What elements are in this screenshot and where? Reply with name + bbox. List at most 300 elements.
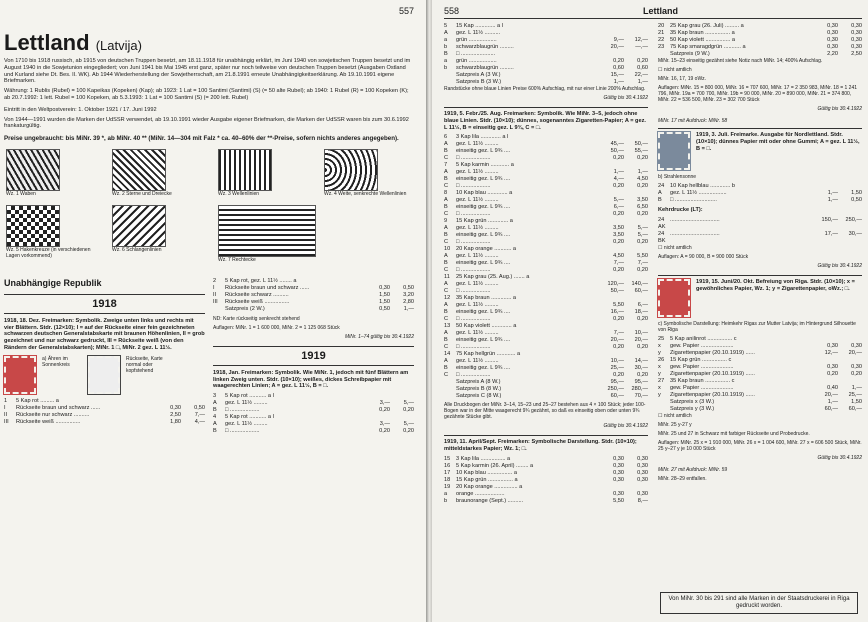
price-mint: 60,— <box>610 393 624 400</box>
price-used: 250,— <box>845 216 862 223</box>
item-description: Zigarettenpapier (20.10.1919) ...... <box>670 370 755 377</box>
price-row <box>444 358 648 365</box>
price-used <box>624 351 648 358</box>
item-description: ................................ <box>670 216 720 223</box>
item-description: 5 Kap anilinrot ................ c <box>670 335 737 342</box>
price-used: 22,— <box>634 72 648 78</box>
price-row <box>658 399 862 406</box>
price-row <box>444 23 648 30</box>
price-used: 7,— <box>637 260 648 267</box>
price-row <box>213 414 414 421</box>
price-used: 5,— <box>403 400 414 407</box>
note-nd: ND: Karte rückseitig senkrecht stehend <box>213 315 300 322</box>
watermark-6 <box>112 205 208 264</box>
left-page <box>0 0 428 622</box>
issue-jul-1919 <box>658 128 862 170</box>
item-description: gez. L 11½ .................. <box>670 190 727 196</box>
price-row <box>444 344 648 351</box>
price-table-3 <box>213 393 414 435</box>
price-row <box>444 393 648 400</box>
price-used: 70,— <box>634 393 648 400</box>
item-description: 15 Kap ............. a l <box>456 23 503 29</box>
catalog-number: II <box>213 291 217 298</box>
price-used: 25,— <box>848 391 862 398</box>
catalog-number: 22 <box>658 37 665 43</box>
price-mint <box>600 274 624 281</box>
item-description: Satzpreis x (3 W.) <box>670 398 715 405</box>
item-description: 35 Kap braun ................ a <box>670 30 735 36</box>
price-mint: 0,30 <box>379 284 390 291</box>
catalog-number: 10 <box>444 246 451 253</box>
page-number-right: 558 <box>444 6 460 16</box>
watermark-caption: Wz. 4 Weite, senkrechte Wellenlinien <box>324 190 407 197</box>
catalog-number: III <box>4 418 9 425</box>
price-mint: 95,— <box>610 379 624 386</box>
item-description: braunorange (Sept.) .......... <box>456 497 524 504</box>
price-mint: 17,— <box>824 230 838 237</box>
catalog-number <box>444 72 456 79</box>
price-row <box>444 37 648 44</box>
price-row <box>444 225 648 232</box>
price-row <box>444 30 648 37</box>
catalog-number: a <box>444 58 448 64</box>
price-used <box>390 278 414 285</box>
item-description: gez. L 11½ ......... <box>225 421 268 428</box>
price-mint <box>814 336 838 343</box>
catalog-number: 25 <box>658 335 665 342</box>
price-mint <box>366 278 390 285</box>
issue-1918: 1918, 18. Dez. Freimarken: Symbolik. Zweige unten links und rechts mit vier Blättern. Stdr. (12×10); I = auf der Rückseite einer fein gezeichneten schwarzen deutschen Generalstabskarte mit braunen Höhenlinien, II = grob gezeichnet und nur schwarz gedruckt, III = Rückseite weiß (von den Rändern der Generalstabskarten); MiNr. 1 □, MiNr. 2 gez. L 11½. <box>4 317 205 352</box>
note-r5: MiNr. 16, 17, 19 oWz. <box>658 76 707 82</box>
catalog-number: C <box>444 344 449 351</box>
price-used <box>624 190 648 197</box>
price-mint: 0,20 <box>379 428 390 435</box>
price-mint: 1,— <box>613 79 624 85</box>
price-row <box>444 155 648 162</box>
issue-feb-1919: 1919, 5. Febr./25. Aug. Freimarken: Symbolik. Wie MiNr. 3–5, jedoch ohne blaue Linien. Stdr. (10×10); dünnes, sogenanntes Zigaretten-Papier; A = gez. L 11½, B = einseitig gez. L 9¾, C = □. <box>444 107 648 131</box>
issue-text: 1919, 15. Juni/20. Okt. Befreiung von Riga. Stdr. (10×10); x = gewöhnliches Papier, Wz. 1; y = Zigarettenpapier, oWz.; □. <box>696 278 855 292</box>
price-row <box>444 498 648 505</box>
catalog-number: C <box>444 211 449 218</box>
watermark-1 <box>6 149 102 198</box>
item-description: 15 Kap grün ............. a <box>456 218 513 225</box>
item-description: gew. Papier ..................... <box>670 384 734 391</box>
catalog-number: y <box>658 349 661 356</box>
note-r12: MiNr. 25 und 27 in Schwarz mit farbiger Rückseite und Probedrucke. <box>658 430 810 437</box>
item-description: 10 Kap hellblau ............. b <box>670 183 735 189</box>
item-description: 5 Kap rot ........... a l <box>225 414 274 421</box>
catalog-number: 24 BK <box>658 230 666 244</box>
item-description: gez. L 11½ ......... <box>456 197 499 204</box>
item-description: einseitig gez. L 9¾ .... <box>456 232 511 239</box>
catalog-number: b <box>444 44 448 50</box>
item-description: Satzpreis A (8 W.) <box>456 379 501 386</box>
issue-apr-1919: 1919, 11. April/Sept. Freimarken: Symbolische Darstellung. Stdr. (10×10); mitteldstarkes Papier; Wz. 1; □. <box>444 435 648 453</box>
price-mint: 0,30 <box>613 462 624 469</box>
right-col-a <box>444 23 648 505</box>
catalog-number: 1 <box>4 397 8 404</box>
price-mint <box>600 162 624 169</box>
item-description: 50 Kap violett ................ a <box>670 37 735 43</box>
price-mint: 0,20 <box>613 211 624 218</box>
price-used: 4,— <box>194 418 205 425</box>
note-r14: MiNr. 27 mit Aufdruck: MiNr. 59 <box>658 466 728 473</box>
price-row <box>658 51 862 58</box>
valid-r3: Gültig bis 30.4.1922 <box>817 106 862 112</box>
price-mint: 0,30 <box>827 44 838 50</box>
price-row <box>658 378 862 385</box>
price-mint: 2,50 <box>170 411 181 418</box>
price-table-r3 <box>444 456 648 505</box>
intro-history: Von 1710 bis 1918 russisch, ab 1915 von deutschen Truppen besetzt, am 18.11.1918 für unabhängig erklärt, im Juni 1940 von sowjetischen Truppen besetzt und im August 1940 in die Sowjetunion eingegliedert; von Juni 1941 bis Mai 1945 erst ganz, später nur noch teilweise von deutschen Truppen besetzt (Ausgaben Ostland und Kurland siehe Dt. Bes. II. WK). Ab 1944 Wiederherstellung der Sowjetherrschaft, am 21.8.1991 erneute Unabhängigkeitserklärung. Ab 19.10.1991 eigene Briefmarken. <box>4 58 411 85</box>
price-table-r2 <box>444 134 648 400</box>
price-table-1 <box>4 398 205 426</box>
item-description: 20 Kap orange ............... a <box>456 483 523 490</box>
catalog-number: x <box>658 342 661 349</box>
catalog-number: y <box>658 391 661 398</box>
price-used: 18,— <box>634 309 648 316</box>
price-row <box>658 197 862 204</box>
price-used <box>181 398 205 405</box>
watermark-image <box>218 149 272 191</box>
catalog-number: B <box>444 51 448 57</box>
map-back-image <box>88 356 120 394</box>
price-row <box>444 58 648 65</box>
price-used: 0,20 <box>851 370 862 377</box>
price-mint: 0,30 <box>613 490 624 497</box>
price-row <box>444 169 648 176</box>
item-description: Satzpreis C (8 W.) <box>456 393 502 400</box>
catalog-number: B <box>444 309 448 316</box>
price-row <box>444 65 648 72</box>
price-table-r7 <box>658 336 862 413</box>
price-row <box>444 218 648 225</box>
item-description: gez. L 11½ ......... <box>456 330 499 337</box>
watermark-image <box>6 149 60 191</box>
price-mint: 0,20 <box>613 344 624 351</box>
price-used <box>624 323 648 330</box>
item-description: 75 Kap hellgrün ............ a <box>456 351 521 358</box>
watermark-5 <box>6 205 102 264</box>
price-used <box>838 183 862 190</box>
price-row <box>213 421 414 428</box>
stamp-image <box>4 356 36 394</box>
price-row <box>658 343 862 350</box>
kehrdrucke-label: Kehrdrucke (LT): <box>658 207 703 213</box>
price-used: 0,20 <box>637 58 648 64</box>
price-row <box>658 183 862 190</box>
catalog-number: C <box>444 155 449 162</box>
price-used: 20,— <box>848 349 862 356</box>
price-row <box>4 419 205 426</box>
price-table-r6 <box>658 217 862 245</box>
item-description: □ ................... <box>456 316 491 323</box>
valid-note: MiNr. 1–74 gültig bis 30.4.1922 <box>344 333 414 340</box>
price-used: 2,80 <box>403 298 414 305</box>
catalog-number: B <box>444 232 448 239</box>
catalog-number: 14 <box>444 351 451 358</box>
price-row <box>444 232 648 239</box>
price-used: 0,30 <box>637 469 648 476</box>
watermark-caption: Wz. 1 Waben <box>6 190 36 197</box>
price-row <box>444 456 648 463</box>
price-mint: 0,20 <box>613 267 624 274</box>
item-description: 25 Kap grau (26. Juli) ......... a <box>670 23 744 29</box>
price-mint: 16,— <box>610 309 624 316</box>
item-description: einseitig gez. L 9¾ .... <box>456 260 511 267</box>
item-description: orange ................... <box>456 490 505 497</box>
title-sub: (Latvija) <box>95 38 142 53</box>
price-row <box>444 379 648 386</box>
price-row <box>444 491 648 498</box>
catalog-number: 6 <box>444 134 448 141</box>
price-row <box>444 295 648 302</box>
price-used: 8,— <box>637 497 648 504</box>
price-mint: 15,— <box>610 72 624 78</box>
price-mint: 60,— <box>824 405 838 412</box>
price-used: 0,20 <box>637 372 648 379</box>
watermark-image <box>6 205 60 247</box>
price-used: 0,50 <box>194 404 205 411</box>
stamp-illustrations <box>4 356 205 394</box>
price-mint <box>814 183 838 190</box>
price-mint: 0,30 <box>613 476 624 483</box>
price-row <box>444 260 648 267</box>
item-description: Zigarettenpapier (20.10.1919) ...... <box>670 391 755 398</box>
item-description: Satzpreis y (3 W.) <box>670 405 715 412</box>
right-page <box>432 0 868 622</box>
price-used: 0,20 <box>637 344 648 351</box>
price-used: 3,50 <box>637 197 648 204</box>
price-used: 0,50 <box>851 197 862 203</box>
price-mint: 12,— <box>824 349 838 356</box>
price-used: 4,50 <box>637 176 648 183</box>
price-mint: 1,— <box>827 190 838 196</box>
price-used: 0,30 <box>637 455 648 462</box>
catalog-number <box>658 406 670 413</box>
item-description: einseitig gez. L 9¾ .... <box>456 204 511 211</box>
item-description: □ ...................... <box>456 51 496 57</box>
price-used: 5,— <box>637 232 648 239</box>
watermark-grid <box>6 149 414 264</box>
caption-a: a) Ähren im Sonnenkreis <box>42 355 70 368</box>
price-row <box>444 162 648 169</box>
watermark-caption: Wz. 2 Sterne und Dreiecke <box>112 190 172 197</box>
price-used <box>624 484 648 491</box>
watermark-3 <box>218 149 314 198</box>
price-row <box>4 405 205 412</box>
price-table-r5 <box>658 183 862 204</box>
price-mint: 1,50 <box>379 291 390 298</box>
header-title: Lettland <box>643 6 679 16</box>
price-row <box>213 278 414 285</box>
price-row <box>444 484 648 491</box>
price-row <box>444 197 648 204</box>
catalog-number: A <box>444 253 448 260</box>
price-mint: 3,50 <box>613 232 624 239</box>
price-used: 0,20 <box>403 407 414 414</box>
price-used: 95,— <box>634 379 648 386</box>
price-used: 14,— <box>634 358 648 365</box>
price-mint: 4,— <box>613 176 624 183</box>
price-used <box>624 295 648 302</box>
price-used <box>838 357 862 364</box>
caption-b: Rückseite, Karte normal oder kopfstehend <box>126 355 163 374</box>
price-row <box>444 365 648 372</box>
catalog-number: 16 <box>444 462 451 469</box>
item-description: □ ........................... <box>670 197 717 203</box>
price-used: 0,30 <box>637 476 648 483</box>
note-auflagen: Auflagen: MiNr. 1 = 1 600 000, MiNr. 2 = 1 125 068 Stück <box>213 324 340 331</box>
price-mint <box>814 357 838 364</box>
item-description: Rückseite braun und schwarz ...... <box>16 404 101 411</box>
catalog-number: A <box>213 400 217 407</box>
caption-r2: c) Symbolische Darstellung: Heimkehr Rigas zur Mutter Latvija; im Hintergrund Silhouette von Riga <box>658 320 856 333</box>
price-row <box>213 285 414 292</box>
price-used: 1,— <box>637 169 648 176</box>
note-r13: Auflagen: MiNr. 25 x = 1 910 000, MiNr. 26 x = 1 004 600, MiNr. 27 x = 606 500 Stück, MiNr. 25 y–27 y je 10 000 Stück <box>658 439 862 452</box>
catalog-number: 5 <box>444 23 448 29</box>
price-row <box>213 306 414 313</box>
year-heading-1918: 1918 <box>4 294 205 314</box>
catalog-number: I <box>213 284 215 291</box>
price-row <box>658 350 862 357</box>
price-used: 3,20 <box>403 291 414 298</box>
note-r2: Alle Druckbogen der MiNr. 3–14, 15–23 und 25–27 bestehen aus 4 × 100 Stück; jeder 100-Bogen war in der Mitte waagerecht 9¾ gezähnt, so daß es einseitig oben oder unten 9¾ gezähnte Stücke gibt. <box>444 402 646 421</box>
item-description: 15 Kap grün ................ c <box>670 356 732 363</box>
price-row <box>444 309 648 316</box>
catalog-number: C <box>444 288 449 295</box>
catalog-number: 20 <box>658 23 665 29</box>
price-used: 12,— <box>634 37 648 43</box>
item-description: 75 Kap smaragdgrün ........... a <box>670 44 746 50</box>
item-description: einseitig gez. L 9¾ .... <box>456 309 511 316</box>
item-description: gez. L 11½ ......... <box>456 253 499 260</box>
section-heading: Unabhängige Republik <box>4 277 102 288</box>
item-description: 5 Kap karmin ............ a <box>456 162 514 169</box>
price-mint: 7,— <box>613 330 624 337</box>
catalog-number: y <box>658 370 661 377</box>
catalog-number: 9 <box>444 218 448 225</box>
price-used: 0,30 <box>851 23 862 29</box>
price-row <box>444 190 648 197</box>
item-description: Rückseite nur schwarz .......... <box>16 411 90 418</box>
price-mint: 0,30 <box>827 342 838 349</box>
catalog-number: 18 <box>444 476 451 483</box>
item-description: gez. L 11½ ......... <box>456 225 499 232</box>
price-mint: 2,20 <box>827 51 838 57</box>
price-row <box>444 477 648 484</box>
price-mint <box>600 323 624 330</box>
price-used: 2,50 <box>851 51 862 57</box>
catalog-number: C <box>444 267 449 274</box>
catalog-number: 2 <box>213 277 217 284</box>
price-mint: 9,— <box>613 37 624 43</box>
item-description: Rückseite weiß ................ <box>16 418 81 425</box>
item-description: einseitig gez. L 9¾ .... <box>456 365 511 372</box>
item-description: Rückseite schwarz .......... <box>225 291 289 298</box>
price-used: 7,— <box>194 411 205 418</box>
price-mint: 10,— <box>610 358 624 365</box>
price-used: 5,50 <box>637 253 648 260</box>
price-used: 140,— <box>631 281 648 288</box>
price-mint: 150,— <box>821 216 838 223</box>
catalog-number: a <box>444 490 448 497</box>
price-row <box>658 336 862 343</box>
note-r7: MiNr. 17 mit Aufdruck: MiNr. 58 <box>658 118 728 124</box>
price-mint: 4,50 <box>613 253 624 260</box>
catalog-number <box>444 79 456 86</box>
catalog-number: 11 <box>444 274 450 281</box>
item-description: 15 Kap grün ................ a <box>456 476 518 483</box>
item-description: 20 Kap orange ........... a <box>456 246 517 253</box>
watermark-caption: Wz. 6 Schlangenlinien <box>112 247 162 254</box>
catalog-number: 4 <box>213 414 217 421</box>
item-description: 25 Kap grau (25. Aug.) ....... a <box>456 274 530 281</box>
stamp-image <box>658 279 690 317</box>
catalog-number: B <box>213 428 217 435</box>
price-mint <box>366 414 390 421</box>
item-description: 50 Kap violett ............. a <box>456 323 517 330</box>
catalog-number: II <box>4 411 8 418</box>
price-mint: 7,— <box>613 260 624 267</box>
catalog-number: 23 <box>658 44 665 50</box>
price-used: 0,20 <box>637 267 648 274</box>
watermark-image <box>112 149 166 191</box>
intro-currency: Währung: 1 Rublis (Rubel) = 100 Kapeikas (Kopeken) (Kap); ab 1923: 1 Lat = 100 Santimi (Santimi) (S) (= 50 alte Rubel); ab 1940: 1 Rubel (R) = 100 Kopeken (K); ab 20.7.1992: 1 lett. Rubel = 100 Kopeken, ab 5.3.1993: 1 Lat = 100 Santimi (S) (= 200 lett. Rubel) <box>4 88 409 101</box>
price-mint <box>600 218 624 225</box>
item-description: □ ................... <box>225 407 260 414</box>
price-row <box>444 72 648 79</box>
print-note-box: Von MiNr. 30 bis 291 sind alle Marken in der Staatsdruckerei in Riga gedruckt worden. <box>660 592 858 614</box>
item-description: schwarzblaugrün ......... <box>456 44 514 50</box>
item-description: Zigarettenpapier (20.10.1919) ...... <box>670 349 755 356</box>
watermark-image <box>112 205 166 247</box>
item-description: Satzpreis (2 W.) <box>225 305 265 312</box>
item-description: ................................ <box>670 230 720 237</box>
price-used <box>624 218 648 225</box>
price-used: —,— <box>635 44 648 50</box>
price-mint: 20,— <box>610 44 624 50</box>
price-row <box>444 288 648 295</box>
caption-r1: b) Strahlensonne <box>658 174 697 180</box>
catalog-number: A <box>213 421 217 428</box>
price-used <box>624 30 648 37</box>
catalog-number: B <box>444 337 448 344</box>
price-row <box>658 190 862 197</box>
price-used <box>838 336 862 343</box>
valid-r2: Gültig bis 30.4.1922 <box>603 423 648 430</box>
item-description: gew. Papier ..................... <box>670 342 734 349</box>
price-used: 0,30 <box>637 490 648 497</box>
price-used: 5,— <box>403 421 414 428</box>
price-mint: 1,— <box>613 169 624 176</box>
price-mint: 45,— <box>610 141 624 148</box>
catalog-number: a <box>444 37 448 43</box>
price-mint: 0,30 <box>827 30 838 36</box>
price-mint: 250,— <box>607 386 624 393</box>
price-row <box>444 246 648 253</box>
item-description: □ ................... <box>456 239 491 246</box>
price-mint <box>600 295 624 302</box>
catalog-number: 15 <box>444 455 451 462</box>
price-row <box>658 44 862 51</box>
price-used: 60,— <box>848 405 862 412</box>
price-mint: 0,20 <box>613 372 624 379</box>
price-row <box>658 231 862 245</box>
price-used <box>624 23 648 30</box>
catalog-number: B <box>444 365 448 372</box>
